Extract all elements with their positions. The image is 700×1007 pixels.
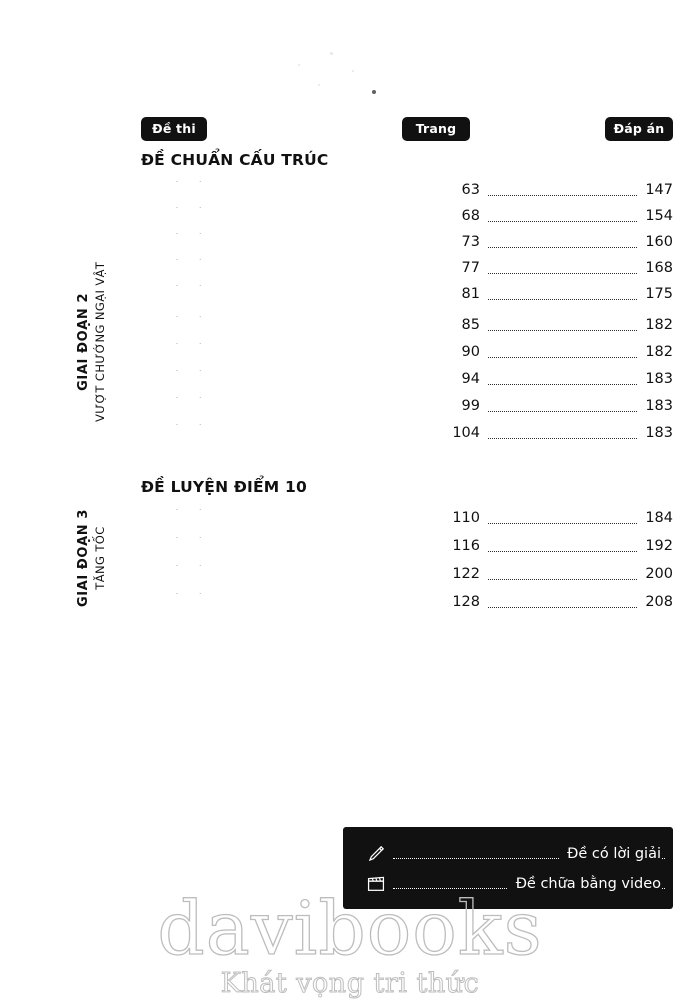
stage-label-2 [76,262,107,422]
row-answer: 168 [638,260,673,276]
row-page: 122 [141,566,487,582]
table-row[interactable] [141,425,673,447]
pencil-icon [367,845,385,863]
legend-label: Đề có lời giải [559,841,661,867]
row-page: 110 [141,510,487,526]
row-page: 94 [141,371,487,387]
scan-speckle [330,52,333,55]
section-title-2: ĐỀ LUYỆN ĐIỂM 10 [141,478,307,496]
row-answer: 183 [638,371,673,387]
row-page: 81 [141,286,487,302]
row-answer: 200 [638,566,673,582]
row-answer: 160 [638,234,673,250]
section-title-1: ĐỀ CHUẨN CẤU TRÚC [141,151,329,169]
scan-speckle [352,70,354,72]
table-row[interactable] [141,234,673,256]
row-answer: 147 [638,182,673,198]
table-row[interactable] [141,260,673,282]
row-page: 77 [141,260,487,276]
row-page: 68 [141,208,487,224]
table-row[interactable] [141,286,673,308]
row-page: 128 [141,594,487,610]
clapperboard-icon [367,875,385,893]
table-row[interactable] [141,208,673,230]
row-answer: 182 [638,317,673,333]
legend-item [343,841,673,867]
row-answer: 175 [638,286,673,302]
row-page: 85 [141,317,487,333]
row-page: 104 [141,425,487,441]
header-answer: Đáp án [605,117,673,141]
row-answer: 184 [638,510,673,526]
scan-speckle [372,90,376,94]
table-row[interactable] [141,182,673,204]
table-row[interactable] [141,566,673,588]
table-row[interactable] [141,344,673,366]
row-page: 90 [141,344,487,360]
watermark-sub: Khát vọng tri thức [220,968,480,999]
stage-3-subtitle: TĂNG TỐC [93,526,107,590]
row-answer: 182 [638,344,673,360]
row-page: 99 [141,398,487,414]
table-row[interactable] [141,594,673,616]
watermark-main: davibooks [157,886,543,972]
row-page: 116 [141,538,487,554]
row-answer: 183 [638,398,673,414]
table-row[interactable] [141,317,673,339]
scan-speckle [298,64,300,66]
legend-label: Đề chữa bằng video [508,871,661,897]
row-page: 73 [141,234,487,250]
scan-speckle [318,84,320,86]
row-answer: 154 [638,208,673,224]
row-answer: 183 [638,425,673,441]
legend-item [343,871,673,897]
row-page: 63 [141,182,487,198]
legend-box [343,827,673,909]
stage-label-3 [76,509,107,607]
table-row[interactable] [141,398,673,420]
table-row[interactable] [141,538,673,560]
row-answer: 192 [638,538,673,554]
header-page: Trang [402,117,470,141]
column-headers [0,117,700,141]
stage-2-subtitle: VƯỢT CHƯỚNG NGẠI VẬT [93,261,107,422]
stage-3-title: GIAI ĐOẠN 3 [76,509,91,607]
header-exam: Đề thi [141,117,207,141]
stage-2-title: GIAI ĐOẠN 2 [76,292,91,391]
table-row[interactable] [141,510,673,532]
table-row[interactable] [141,371,673,393]
row-answer: 208 [638,594,673,610]
